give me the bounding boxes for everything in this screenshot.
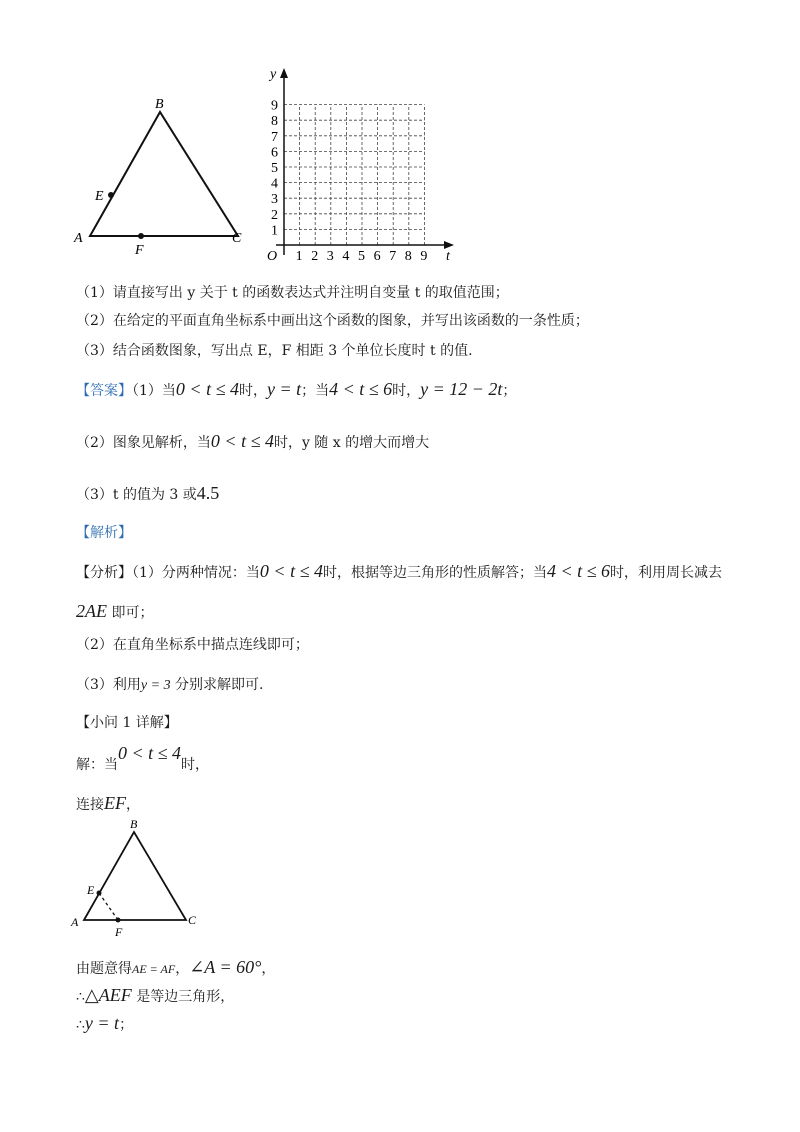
analysis-line-1b xyxy=(76,602,153,622)
y-tick-label: 8 xyxy=(271,114,278,130)
point-f xyxy=(138,233,144,239)
answer-text: 时，y 随 x 的增大而增大 xyxy=(273,435,430,451)
y-tick-label: 4 xyxy=(271,176,278,192)
label-c: C xyxy=(188,913,197,927)
y-axis-arrow xyxy=(280,68,288,78)
y-tick-label: 1 xyxy=(271,223,278,239)
coordinate-grid xyxy=(262,62,462,266)
x-tick-labels xyxy=(296,249,428,264)
question-3: （3）结合函数图象，写出点 E，F 相距 3 个单位长度时 t 的值. xyxy=(76,343,473,359)
equation-y-eq-t: y = t xyxy=(84,1013,120,1033)
question-1: （1）请直接写出 y 关于 t 的函数表达式并注明自变量 t 的取值范围； xyxy=(76,285,509,301)
answer-text: ；当 xyxy=(301,383,330,399)
x-axis-arrow xyxy=(444,241,454,249)
answer-text: （3）t 的值为 3 或 xyxy=(76,487,197,503)
detail-title: 【小问 1 详解】 xyxy=(76,715,178,731)
x-tick-label: 1 xyxy=(295,249,303,264)
analysis-line-3 xyxy=(76,676,264,695)
answer-line-1 xyxy=(76,380,516,400)
x-tick-label: 8 xyxy=(404,249,412,264)
given-line xyxy=(76,958,275,978)
therefore-icon: ∴ xyxy=(76,989,85,1005)
answer-tag: 【答案】 xyxy=(76,383,132,399)
answer-value: 4.5 xyxy=(196,483,220,503)
solution-text: ； xyxy=(119,1017,134,1033)
label-a: A xyxy=(74,231,83,246)
analysis-text: 分别求解即可. xyxy=(170,677,264,693)
formula-y-eq-t: y = t xyxy=(266,379,302,399)
solution-text: ， xyxy=(261,961,276,977)
equation-ae-eq-af: AE = AF xyxy=(132,962,176,976)
condition: 0 < t ≤ 4 xyxy=(118,743,182,763)
label-b: B xyxy=(155,97,164,112)
y-tick-label: 7 xyxy=(271,129,278,145)
label-f: F xyxy=(135,243,144,258)
analysis-text: 时，利用周长减去 xyxy=(609,565,722,581)
origin-label: O xyxy=(267,249,278,264)
therefore-line-1 xyxy=(76,986,234,1006)
answer-text: （1）当 xyxy=(132,383,176,399)
solution-line xyxy=(76,743,210,773)
expression-2ae: 2AE xyxy=(76,601,107,621)
y-tick-label: 6 xyxy=(271,145,278,161)
label-c: C xyxy=(232,231,242,246)
condition-1: 0 < t ≤ 4 xyxy=(259,561,323,581)
triangle-abc xyxy=(90,112,238,236)
connect-line xyxy=(76,794,140,814)
answer-text: ； xyxy=(502,383,517,399)
analysis-text: 【分析】（1）分两种情况：当 xyxy=(76,565,260,581)
condition: 0 < t ≤ 4 xyxy=(210,431,274,451)
y-tick-label: 2 xyxy=(271,207,278,223)
grid-lines xyxy=(284,105,424,245)
solution-text: 解：当 xyxy=(76,757,118,773)
equation-y-eq-3: y = 3 xyxy=(140,678,171,693)
analysis-line-2: （2）在直角坐标系中描点连线即可； xyxy=(76,637,309,653)
analysis-text: 时，根据等边三角形的性质解答；当 xyxy=(322,565,547,581)
x-tick-label: 2 xyxy=(311,249,319,264)
condition-2: 4 < t ≤ 6 xyxy=(329,379,393,399)
x-tick-label: 9 xyxy=(420,249,428,264)
x-tick-label: 4 xyxy=(342,249,350,264)
segment-ef: EF xyxy=(104,793,126,813)
point-e xyxy=(97,891,102,896)
label-a: A xyxy=(71,915,79,929)
y-axis-label: y xyxy=(270,67,277,82)
triangle-aef: △AEF xyxy=(84,985,132,1005)
label-e: E xyxy=(95,189,104,204)
label-f: F xyxy=(115,925,123,939)
solution-text: ， xyxy=(175,961,190,977)
answer-line-3 xyxy=(76,484,219,504)
solution-text: 时， xyxy=(181,757,210,773)
angle-a-60: ∠A = 60° xyxy=(189,957,262,977)
triangle-figure-1 xyxy=(60,90,260,260)
y-tick-label: 3 xyxy=(271,192,278,208)
therefore-icon: ∴ xyxy=(76,1017,85,1033)
answer-text: 时， xyxy=(238,383,267,399)
x-tick-label: 6 xyxy=(373,249,381,264)
therefore-line-2 xyxy=(76,1014,133,1034)
x-tick-label: 5 xyxy=(358,249,365,264)
x-tick-label: 3 xyxy=(326,249,334,264)
analysis-line-1 xyxy=(76,562,722,582)
point-e xyxy=(108,192,114,198)
triangle-figure-2 xyxy=(66,812,216,940)
point-f xyxy=(116,918,121,923)
segment-ef-dashed xyxy=(99,893,118,920)
solution-text: 连接 xyxy=(76,797,104,813)
analysis-tag: 【解析】 xyxy=(76,525,132,541)
y-tick-label: 9 xyxy=(271,98,278,114)
triangle-abc xyxy=(84,832,186,920)
analysis-text: 即可； xyxy=(107,605,154,621)
answer-text: 时， xyxy=(392,383,421,399)
solution-text: ， xyxy=(126,797,140,813)
formula-y-eq-12-minus-2t: y = 12 − 2t xyxy=(420,379,503,399)
x-axis-label: t xyxy=(446,249,450,264)
condition-1: 0 < t ≤ 4 xyxy=(175,379,239,399)
question-2: （2）在给定的平面直角坐标系中画出这个函数的图象，并写出该函数的一条性质； xyxy=(76,313,589,329)
answer-text: （2）图象见解析，当 xyxy=(76,435,211,451)
y-tick-label: 5 xyxy=(271,161,278,176)
answer-line-2 xyxy=(76,432,429,452)
label-e: E xyxy=(87,883,95,897)
label-b: B xyxy=(130,817,138,831)
condition-2: 4 < t ≤ 6 xyxy=(546,561,610,581)
analysis-text: （3）利用 xyxy=(76,677,141,693)
y-tick-labels xyxy=(271,99,278,239)
x-tick-label: 7 xyxy=(389,249,397,264)
solution-text: 是等边三角形， xyxy=(131,989,235,1005)
solution-text: 由题意得 xyxy=(76,961,132,977)
